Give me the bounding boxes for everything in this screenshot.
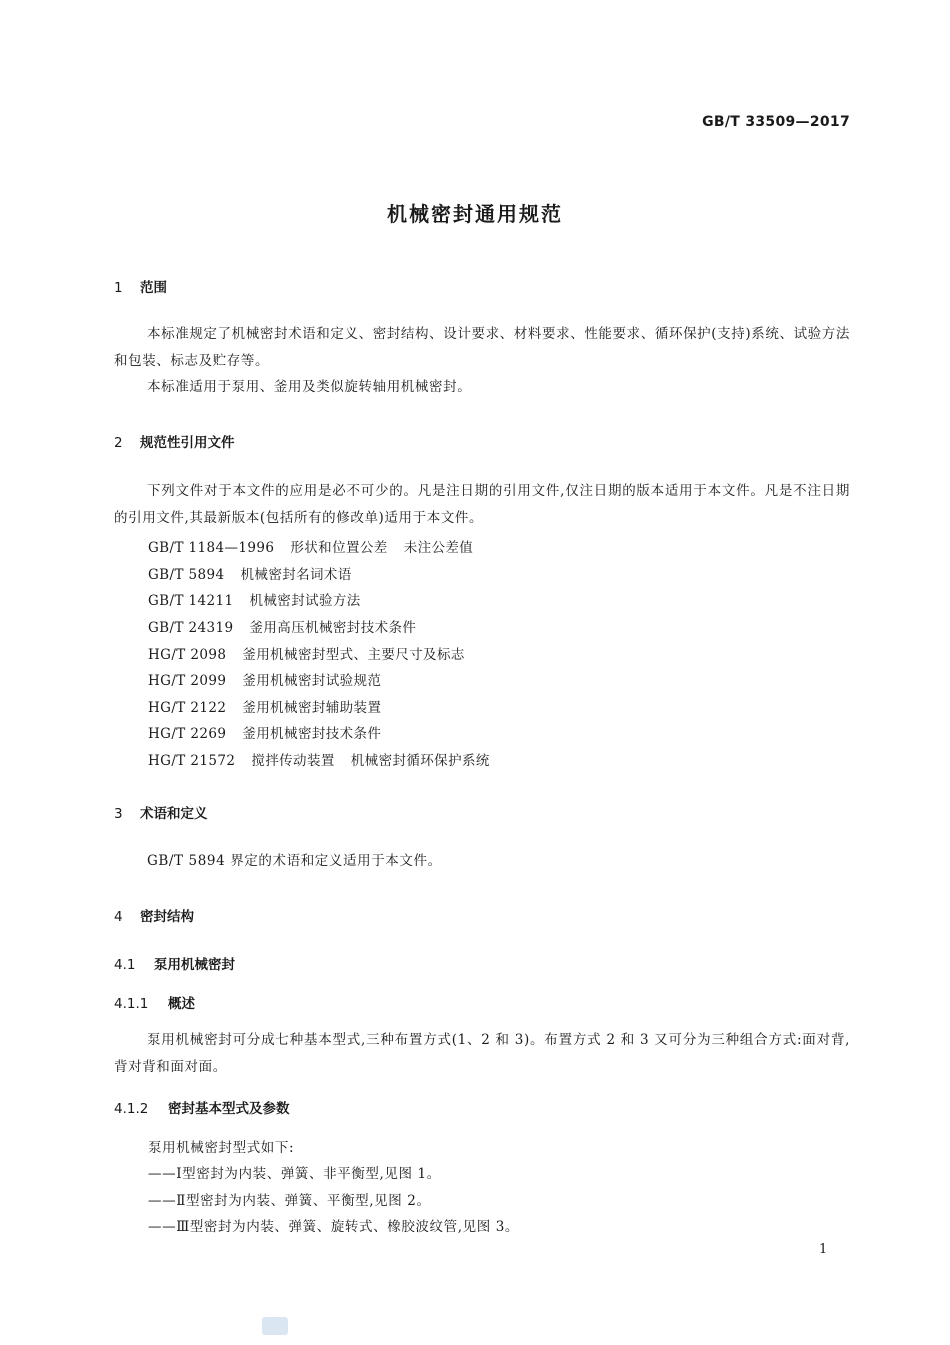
section-4-1-heading	[114, 953, 235, 973]
reference-code: GB/T 14211	[148, 593, 234, 609]
reference-title: 机械密封试验方法	[249, 593, 361, 609]
section-2-heading	[114, 431, 235, 451]
reference-item	[148, 669, 381, 689]
section-3-heading	[114, 802, 208, 822]
standard-code: GB/T 33509—2017	[702, 114, 850, 130]
type-list-item: ——Ⅱ型密封为内装、弹簧、平衡型,见图 2。	[148, 1193, 431, 1209]
section-number: 2	[114, 435, 123, 451]
section-number: 4.1.1	[114, 996, 149, 1012]
section-number: 4.1	[114, 957, 136, 973]
overview-paragraph: 泵用机械密封可分成七种基本型式,三种布置方式(1、2 和 3)。布置方式 2 和 3 又可分为三种组合方式:面对背,背对背和面对面。	[114, 1032, 850, 1075]
reference-item	[148, 536, 473, 556]
reference-item	[148, 616, 416, 636]
section-title: 泵用机械密封	[154, 957, 235, 973]
section-title: 规范性引用文件	[140, 435, 235, 451]
reference-item	[148, 722, 381, 742]
reference-code: GB/T 5894	[148, 567, 225, 583]
section-title: 概述	[168, 996, 195, 1012]
section-title: 密封结构	[140, 909, 194, 925]
reference-item	[148, 563, 352, 583]
watermark-logo	[262, 1317, 288, 1335]
page-number: 1	[819, 1242, 828, 1257]
document-title: 机械密封通用规范	[387, 202, 563, 226]
section-number: 3	[114, 806, 123, 822]
reference-title: 釜用高压机械密封技术条件	[249, 620, 417, 636]
terms-paragraph: GB/T 5894 界定的术语和定义适用于本文件。	[147, 853, 442, 869]
section-4-1-1-heading	[114, 992, 195, 1012]
section-4-heading	[114, 905, 194, 925]
section-title: 范围	[140, 280, 167, 296]
reference-item	[148, 643, 465, 663]
reference-title-2: 未注公差值	[403, 540, 474, 556]
types-intro: 泵用机械密封型式如下:	[148, 1140, 295, 1156]
reference-title: 釜用机械密封辅助装置	[242, 700, 382, 716]
section-title: 术语和定义	[140, 806, 208, 822]
reference-item	[148, 696, 381, 716]
reference-title: 形状和位置公差	[290, 540, 388, 556]
section-1-heading	[114, 276, 167, 296]
reference-title: 釜用机械密封型式、主要尺寸及标志	[242, 647, 465, 663]
reference-title: 釜用机械密封技术条件	[242, 726, 382, 742]
reference-title-2: 机械密封循环保护系统	[350, 753, 490, 769]
reference-item	[148, 749, 490, 769]
references-intro: 下列文件对于本文件的应用是必不可少的。凡是注日期的引用文件,仅注日期的版本适用于本文件。凡是不注日期的引用文件,其最新版本(包括所有的修改单)适用于本文件。	[114, 483, 850, 526]
section-title: 密封基本型式及参数	[168, 1101, 290, 1117]
reference-title: 机械密封名词术语	[240, 567, 352, 583]
reference-code: HG/T 2099	[148, 673, 227, 689]
reference-code: GB/T 24319	[148, 620, 234, 636]
section-number: 4.1.2	[114, 1101, 149, 1117]
reference-code: GB/T 1184—1996	[148, 540, 275, 556]
type-list-item: ——Ⅰ型密封为内装、弹簧、非平衡型,见图 1。	[148, 1166, 441, 1182]
reference-code: HG/T 21572	[148, 753, 236, 769]
section-number: 4	[114, 909, 123, 925]
reference-item	[148, 589, 361, 609]
reference-code: HG/T 2098	[148, 647, 227, 663]
reference-code: HG/T 2269	[148, 726, 227, 742]
type-list-item: ——Ⅲ型密封为内装、弹簧、旋转式、橡胶波纹管,见图 3。	[148, 1219, 519, 1235]
scope-paragraph-1: 本标准规定了机械密封术语和定义、密封结构、设计要求、材料要求、性能要求、循环保护(支持)系统、试验方法和包装、标志及贮存等。	[114, 326, 850, 369]
section-4-1-2-heading	[114, 1097, 290, 1117]
section-number: 1	[114, 280, 123, 296]
reference-title: 搅拌传动装置	[251, 753, 335, 769]
reference-code: HG/T 2122	[148, 700, 227, 716]
reference-title: 釜用机械密封试验规范	[242, 673, 382, 689]
scope-paragraph-2: 本标准适用于泵用、釜用及类似旋转轴用机械密封。	[147, 379, 472, 395]
